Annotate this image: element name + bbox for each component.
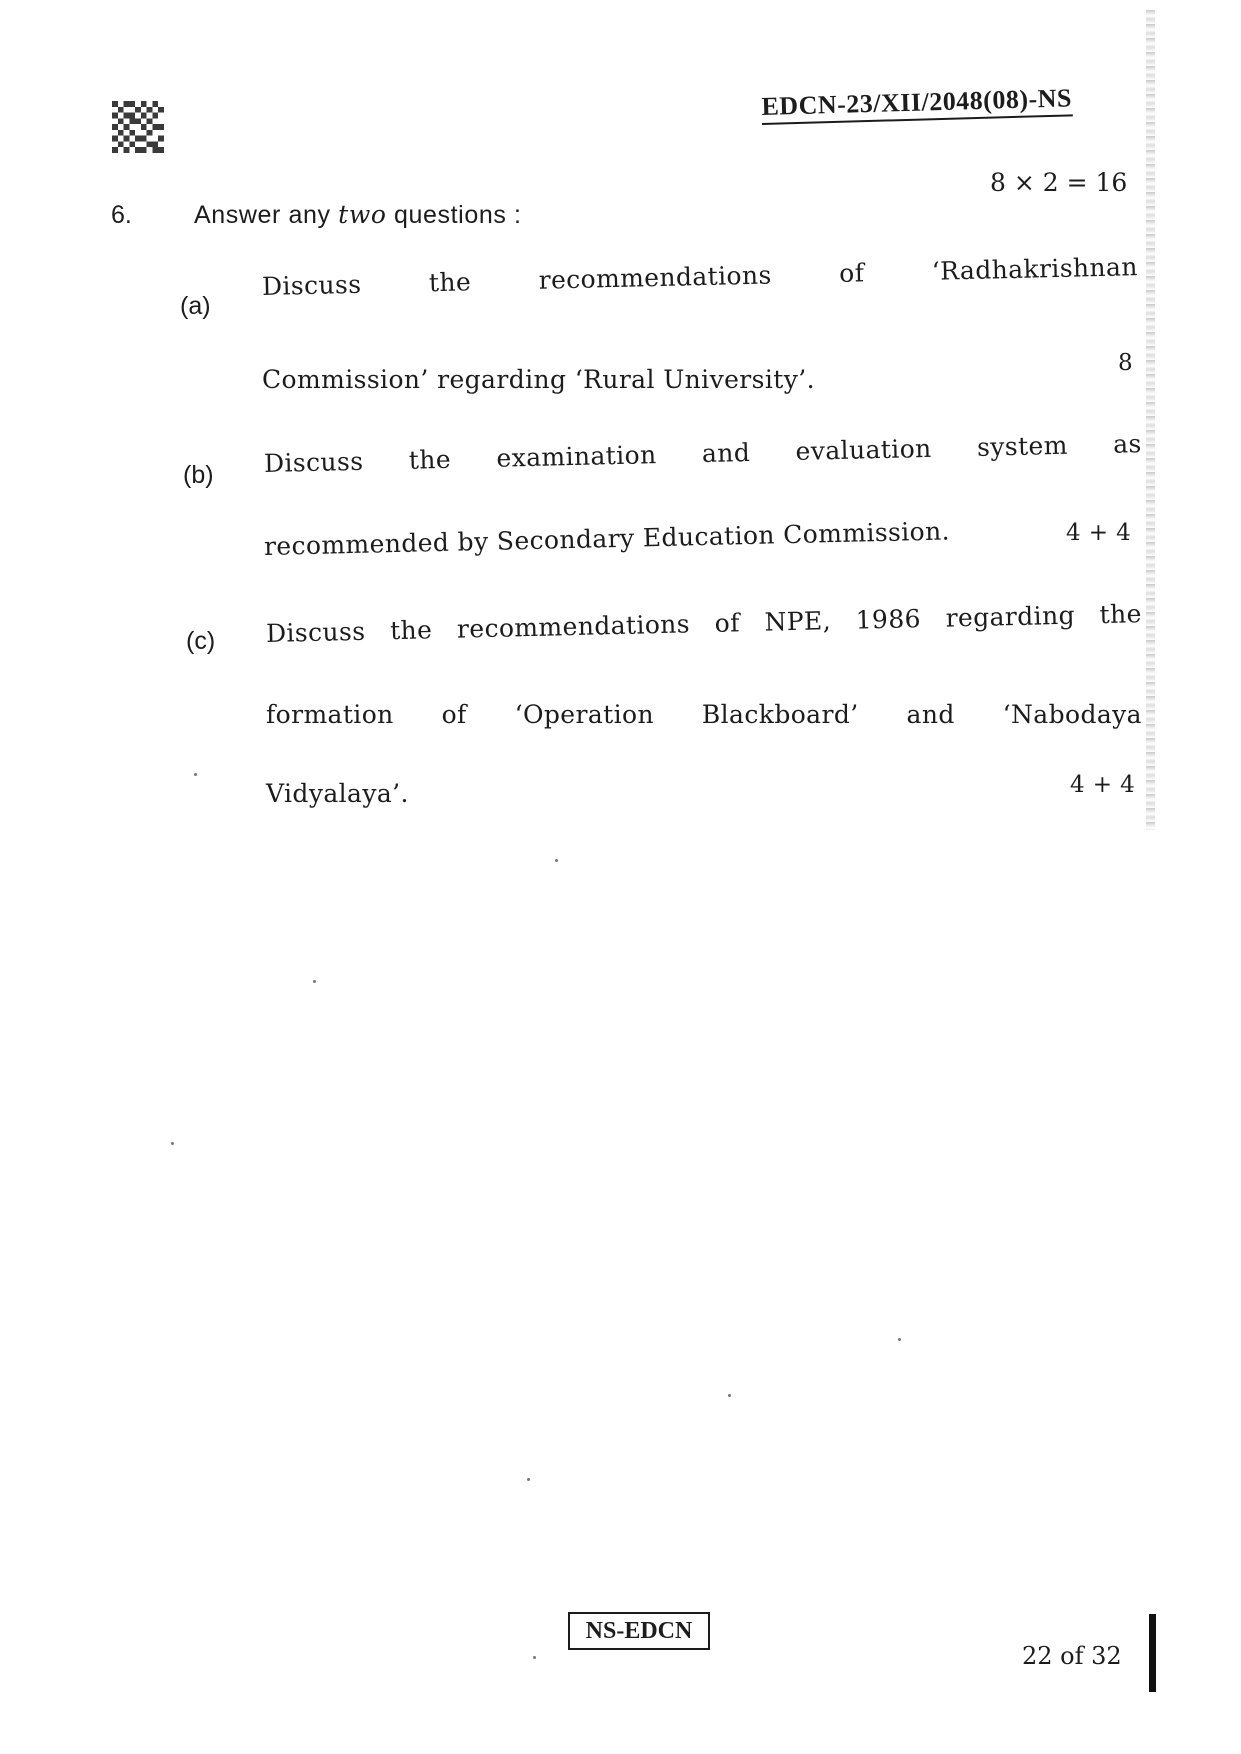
question-instruction	[194, 200, 522, 230]
part-c-word: 1986	[855, 604, 922, 635]
total-marks: 8 × 2 = 16	[990, 168, 1128, 197]
part-c-word: Discuss	[265, 616, 366, 648]
part-c-marks: 4 + 4	[1070, 772, 1136, 798]
part-c-word: the	[389, 615, 433, 646]
scan-edge-right	[1146, 10, 1155, 830]
part-c-word: and	[906, 700, 955, 729]
part-c-word: of	[441, 700, 467, 729]
part-c-word: formation	[266, 700, 394, 729]
scan-speck	[527, 1478, 530, 1481]
part-a-word: of	[838, 258, 865, 288]
part-a-word: ‘Radhakrishnan	[931, 252, 1139, 286]
part-c-word: regarding	[945, 600, 1076, 633]
scan-speck	[898, 1338, 901, 1341]
part-a-word: Discuss	[261, 269, 362, 301]
scan-speck	[313, 980, 316, 983]
scan-speck	[555, 859, 558, 862]
part-a-label: (a)	[180, 292, 211, 320]
paper-code: EDCN-23/XII/2048(08)-NS	[761, 83, 1072, 125]
part-a-word: the	[428, 267, 472, 298]
part-a-marks: 8	[1118, 350, 1134, 376]
part-b-word: examination	[496, 440, 657, 473]
part-b-marks: 4 + 4	[1066, 520, 1132, 546]
qr-code-icon	[111, 101, 165, 153]
part-c-word: ‘Operation	[514, 700, 654, 729]
scan-speck	[533, 1656, 536, 1659]
part-c-word: ‘Nabodaya	[1002, 700, 1142, 729]
part-a-line-2: Commission’ regarding ‘Rural University’.	[262, 365, 815, 394]
part-b-word: as	[1112, 429, 1143, 459]
instruction-emphasis: two	[338, 200, 387, 229]
part-b-word: system	[976, 430, 1069, 462]
series-code-box: NS-EDCN	[568, 1612, 710, 1650]
scan-speck	[171, 1142, 174, 1145]
scan-speck	[728, 1394, 731, 1397]
question-number: 6.	[111, 201, 132, 229]
part-c-label: (c)	[186, 627, 216, 655]
part-c-word: Blackboard’	[701, 700, 859, 729]
instruction-pre: Answer any	[194, 201, 331, 229]
part-b-label: (b)	[183, 461, 214, 489]
part-c-word: of	[714, 608, 741, 638]
scan-edge-bottom-bar	[1149, 1614, 1156, 1692]
part-b-word: evaluation	[795, 433, 932, 466]
page-number: 22 of 32	[1022, 1642, 1122, 1670]
part-b-word: the	[408, 444, 452, 475]
part-b-line-1	[264, 429, 1142, 478]
part-b-line-2: recommended by Secondary Education Commission.	[263, 516, 951, 561]
part-b-word: Discuss	[263, 446, 364, 478]
part-c-word: recommendations	[456, 609, 691, 644]
part-c-word: the	[1099, 599, 1143, 630]
part-b-word: and	[701, 437, 751, 469]
scan-speck	[194, 773, 197, 776]
instruction-post: questions :	[394, 201, 522, 229]
part-c-line-2	[266, 700, 1142, 729]
part-c-line-3: Vidyalaya’.	[266, 779, 409, 808]
part-a-line-1	[262, 252, 1138, 301]
part-c-word: NPE,	[764, 606, 832, 637]
part-a-word: recommendations	[538, 260, 772, 295]
part-c-line-1	[266, 599, 1142, 648]
